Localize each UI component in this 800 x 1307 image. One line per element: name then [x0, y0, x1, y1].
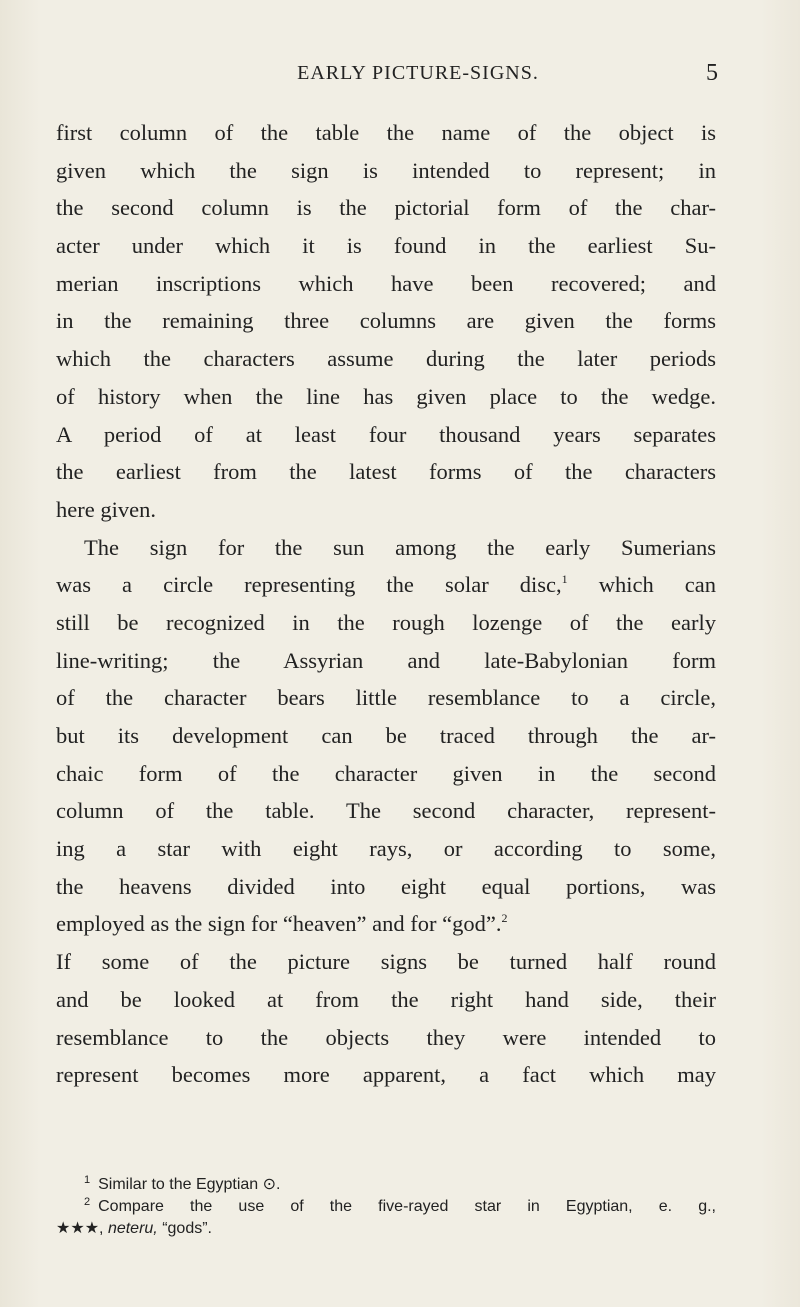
text-fragment: was a circle representing the solar disc, [56, 572, 562, 598]
text-line: resemblance to the objects they were intended to [56, 1024, 716, 1050]
text-line: line-writing; the Assyrian and late-Babylonian form [56, 647, 716, 673]
text-line: which the characters assume during the later periods [56, 346, 716, 372]
text-line: acter under which it is found in the earliest Su- [56, 233, 716, 259]
footnote-2-continuation [56, 1218, 716, 1240]
page-number: 5 [706, 60, 718, 86]
text-line: the second column is the pictorial form of the char- [56, 195, 716, 221]
footnotes [56, 1174, 716, 1240]
text-line: first column of the table the name of the object is [56, 120, 716, 145]
text-line: but its development can be traced through the ar- [56, 723, 716, 748]
footnote-1-text: Similar to the Egyptian ⊙. [98, 1176, 281, 1193]
text-line: still be recognized in the rough lozenge of the early [56, 609, 716, 635]
running-head [118, 62, 718, 92]
footnote-marker-1: 1 [84, 1174, 91, 1186]
text-line: chaic form of the character given in the second [56, 760, 716, 786]
footnote-2 [56, 1196, 716, 1218]
text-line: column of the table. The second character, represent- [56, 798, 716, 824]
text-line: the earliest from the latest forms of the characters [56, 459, 716, 485]
text-line-with-footnote [56, 905, 716, 943]
footnote-2-italic: neteru, [107, 1220, 158, 1237]
footnote-ref-2: 2 [501, 911, 508, 926]
text-line: ing a star with eight rays, or according to some, [56, 836, 716, 862]
text-line-with-footnote [56, 566, 716, 604]
text-line: A period of at least four thousand years separates [56, 421, 716, 447]
text-line: the heavens divided into eight equal portions, was [56, 873, 716, 899]
footnote-2-tail: “gods”. [157, 1220, 212, 1237]
text-line: The sign for the sun among the early Sumerians [84, 534, 716, 560]
text-line: given which the sign is intended to represent; in [56, 157, 716, 183]
footnote-2-text: Compare the use of the five-rayed star in Egyptian, e. g., [98, 1198, 716, 1215]
text-line: represent becomes more apparent, a fact which may [56, 1062, 716, 1088]
text-line: and be looked at from the right hand side, their [56, 986, 716, 1012]
text-line: merian inscriptions which have been recovered; and [56, 270, 716, 296]
star-glyphs: ★★★, [56, 1220, 104, 1237]
text-line: If some of the picture signs be turned half round [56, 949, 716, 975]
text-line: in the remaining three columns are given the forms [56, 308, 716, 334]
running-title: EARLY PICTURE-SIGNS. [297, 62, 539, 84]
text-fragment: which can [567, 572, 716, 598]
footnote-ref-1: 1 [561, 572, 568, 587]
body-text [56, 114, 716, 1094]
footnote-1 [56, 1174, 716, 1196]
text-fragment: employed as the sign for “heaven” and for “god”. [56, 911, 502, 937]
footnote-marker-2: 2 [84, 1196, 91, 1208]
text-line: of the character bears little resemblance to a circle, [56, 685, 716, 711]
text-line: here given. [56, 496, 156, 522]
text-line: of history when the line has given place to the wedge. [56, 383, 716, 409]
